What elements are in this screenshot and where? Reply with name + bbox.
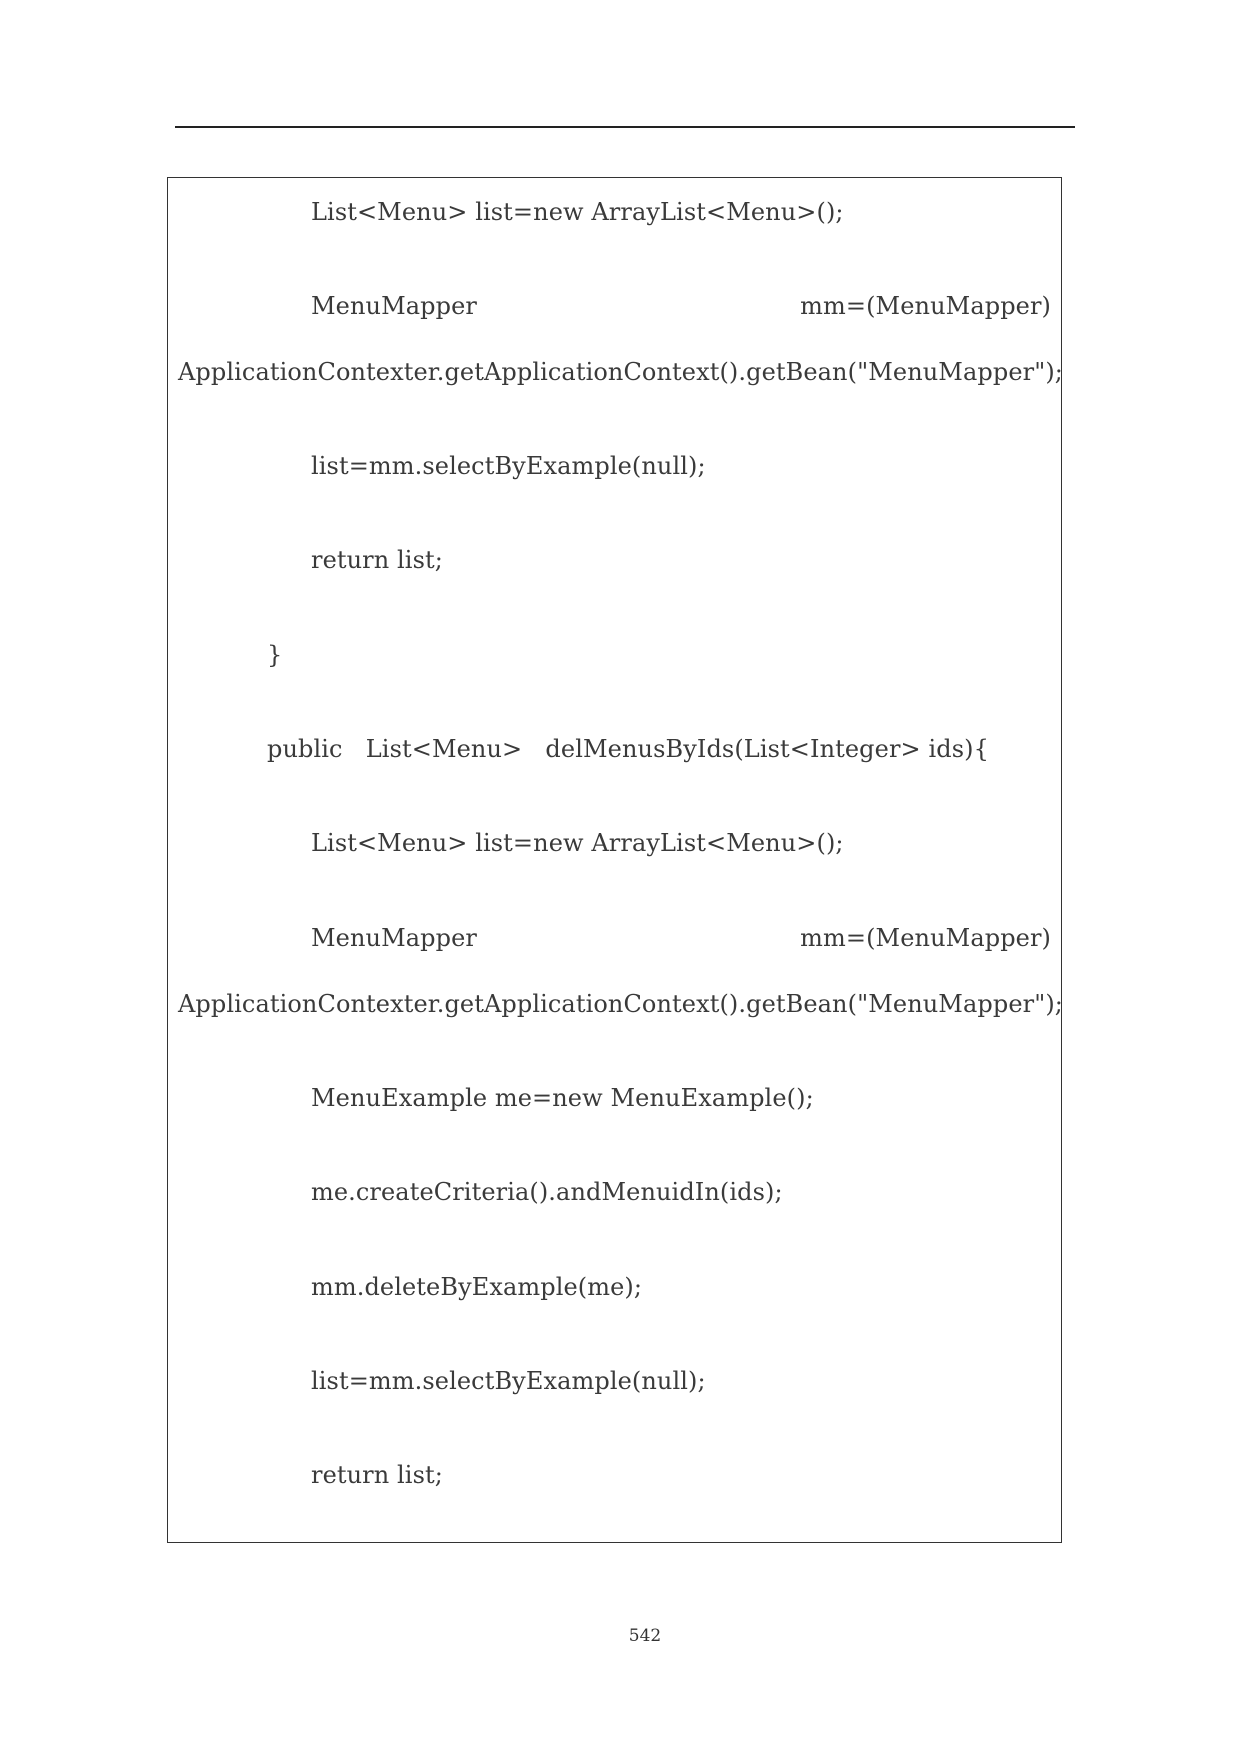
header-rule: [175, 126, 1075, 128]
code-line: mm.deleteByExample(me);: [311, 1273, 643, 1301]
code-line: ApplicationContexter.getApplicationContext().getBean("MenuMapper");: [178, 990, 1063, 1018]
code-line: [168, 286, 1061, 326]
code-listing-box: [167, 177, 1062, 1543]
code-line: list=mm.selectByExample(null);: [311, 452, 706, 480]
code-token: MenuMapper: [311, 292, 477, 320]
code-line: List<Menu> list=new ArrayList<Menu>();: [311, 829, 844, 857]
code-line: me.createCriteria().andMenuidIn(ids);: [311, 1178, 783, 1206]
code-line: [168, 918, 1061, 958]
code-line: List<Menu> list=new ArrayList<Menu>();: [311, 198, 844, 226]
page-number: 542: [628, 1626, 662, 1646]
code-line: return list;: [311, 1461, 443, 1489]
code-line: public List<Menu> delMenusByIds(List<Integer> ids){: [267, 735, 989, 763]
code-line: list=mm.selectByExample(null);: [311, 1367, 706, 1395]
code-token: mm=(MenuMapper): [800, 924, 1051, 952]
code-line: }: [267, 641, 283, 669]
code-line: MenuExample me=new MenuExample();: [311, 1084, 814, 1112]
code-line: return list;: [311, 546, 443, 574]
code-token: mm=(MenuMapper): [800, 292, 1051, 320]
code-line: ApplicationContexter.getApplicationContext().getBean("MenuMapper");: [178, 358, 1063, 386]
code-token: MenuMapper: [311, 924, 477, 952]
